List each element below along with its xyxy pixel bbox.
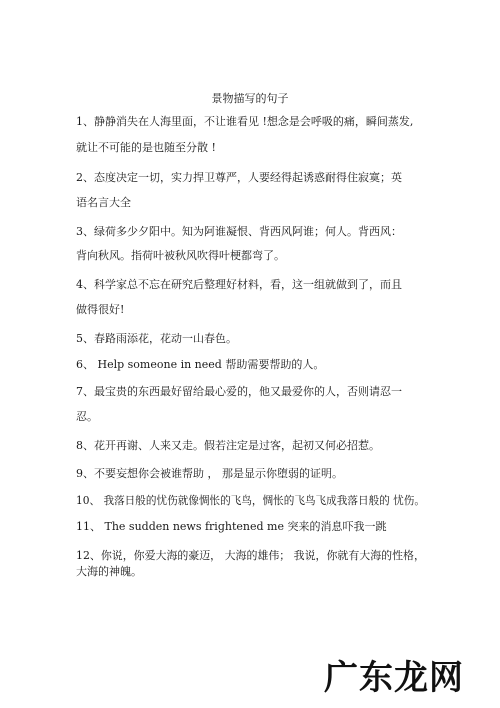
sentence-12-line-1: 12、你说，你爱大海的豪迈， 大海的雄伟； 我说，你就有大海的性格，	[76, 549, 425, 562]
sentence-1-line-2: 就让不可能的是也随至分散 !	[76, 141, 216, 154]
sentence-2-line-2: 语名言大全	[76, 196, 131, 209]
sentence-6	[76, 358, 416, 372]
sentence-8: 8、花开再谢、人来又走。假若注定是过客，起初又何必招惹。	[76, 439, 380, 452]
sentence-5: 5、春路雨添花，花动一山春色。	[76, 332, 237, 345]
sentence-12-line-2: 大海的神魄。	[76, 565, 142, 578]
sentence-2-line-1: 2、态度决定一切，实力捍卫尊严，人要经得起诱惑耐得住寂寞；英	[76, 171, 402, 184]
page-title: 景物描写的句子	[211, 92, 289, 105]
sentence-1-line-1: 1、静静消失在人海里面，不让谁看见 !想念是会呼吸的痛，瞬间蒸发,	[76, 115, 414, 128]
sentence-7-line-2: 忍。	[76, 410, 98, 423]
sentence-6-text: 6、 Help someone in need 帮助需要帮助的人。	[76, 358, 325, 371]
watermark-logo: 广东龙网	[324, 658, 464, 698]
sentence-4-line-2: 做得很好!	[76, 303, 125, 316]
sentence-4-line-1: 4、科学家总不忘在研究后整理好材料，看，这一组就做到了，而且	[76, 278, 402, 291]
sentence-3-line-1: 3、绿荷多少夕阳中。知为阿谁凝恨、背西风阿谁；何人。背西风：	[76, 225, 402, 238]
sentence-9: 9、不要妄想你会被谁帮助 ， 那是显示你堕弱的证明。	[76, 467, 343, 480]
sentence-10: 10、 我落日般的忧伤就像惆怅的飞鸟，惆怅的飞鸟飞成我落日般的 忧伤。	[76, 494, 425, 507]
sentence-3-line-2: 背向秋风。指荷叶被秋风吹得叶梗都弯了。	[76, 249, 285, 262]
sentence-11: 11、 The sudden news frightened me 突来的消息吓我一跳	[76, 520, 387, 533]
sentence-7-line-1: 7、最宝贵的东西最好留给最心爱的，他又最爱你的人，否则请忍一	[76, 385, 402, 398]
